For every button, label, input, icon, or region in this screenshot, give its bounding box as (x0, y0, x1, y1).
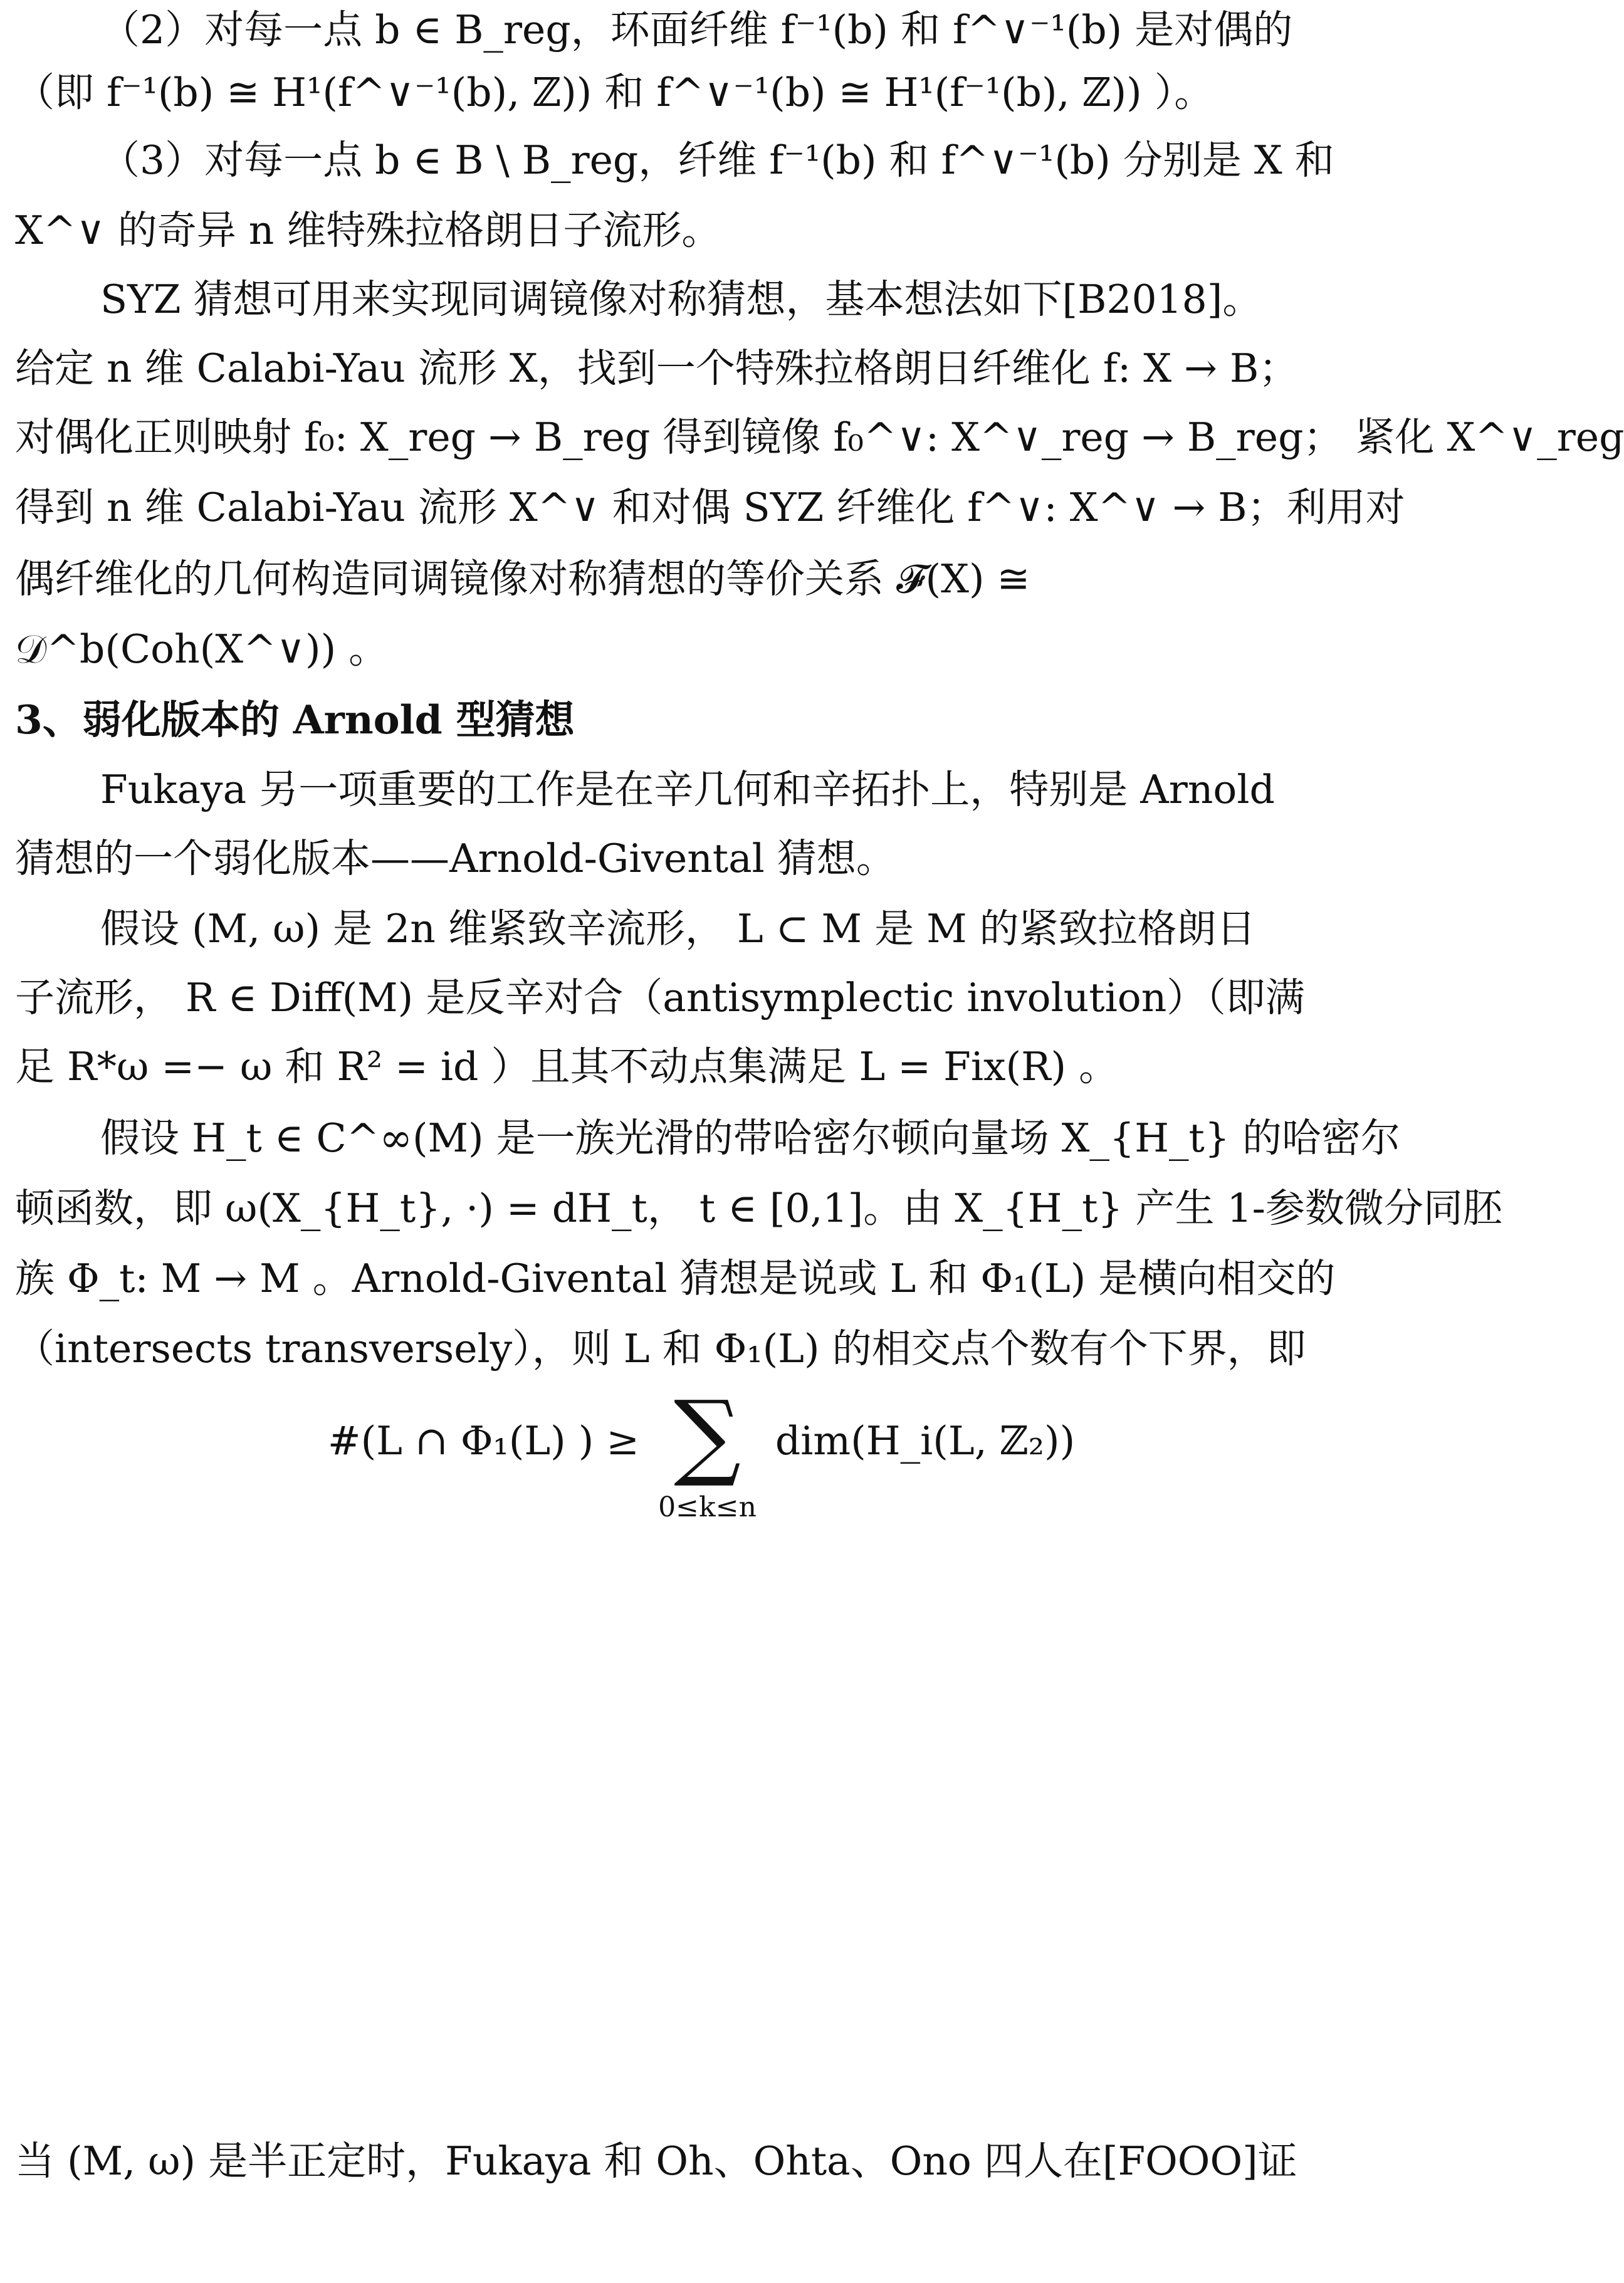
summation (658, 1379, 757, 1523)
text-line-6: 给定 n 维 Calabi-Yau 流形 X，找到一个特殊拉格朗日纤维化 f: X → B； (15, 345, 1299, 391)
summation-symbol: ∑ (673, 1381, 741, 1490)
text-line-13: 猜想的一个弱化版本——Arnold-Givental 猜想。 (15, 836, 896, 881)
text-line-19: 族 Φ_t: M → M 。Arnold-Givental 猜想是说或 L 和 Φ₁(L) 是横向相交的 (15, 1256, 1336, 1301)
equation-rhs: dim(H_i(L, ℤ₂)) (775, 1418, 1076, 1464)
section-heading: 3、弱化版本的 Arnold 型猜想 (15, 696, 575, 743)
text-line-5: SYZ 猜想可用来实现同调镜像对称猜想，基本想法如下[B2018]。 (100, 276, 1262, 322)
text-line-9: 偶纤维化的几何构造同调镜像对称猜想的等价关系 𝓕(X) ≅ (15, 556, 1030, 602)
text-line-last: 当 (M, ω) 是半正定时，Fukaya 和 Oh、Ohta、Ono 四人在[FOOO]证 (15, 2138, 1297, 2184)
text-line-8: 得到 n 维 Calabi-Yau 流形 X^∨ 和对偶 SYZ 纤维化 f^∨: X^∨ → B；利用对 (15, 485, 1405, 530)
text-line-4: X^∨ 的奇异 n 维特殊拉格朗日子流形。 (15, 207, 721, 253)
text-line-14: 假设 (M, ω) 是 2n 维紧致辛流形， L ⊂ M 是 M 的紧致拉格朗日 (100, 906, 1256, 952)
text-line-16: 足 R*ω =− ω 和 R² = id ）且其不动点集满足 L = Fix(R) 。 (15, 1044, 1119, 1089)
text-line-18: 顿函数，即 ω(X_{H_t}, ·) = dH_t， t ∈ [0,1]。由 X_{H_t} 产生 1-参数微分同胚 (15, 1185, 1502, 1231)
text-line-1: （2）对每一点 b ∈ B_reg，环面纤维 f⁻¹(b) 和 f^∨⁻¹(b) 是对偶的 (100, 7, 1293, 53)
summation-range: 0≤k≤n (658, 1491, 757, 1523)
text-line-7: 对偶化正则映射 f₀: X_reg → B_reg 得到镜像 f₀^∨: X^∨_reg → B_reg； 紧化 X^∨_reg (15, 414, 1624, 460)
text-line-2: （即 f⁻¹(b) ≅ H¹(f^∨⁻¹(b), ℤ)) 和 f^∨⁻¹(b) ≅ H¹(f⁻¹(b), ℤ)) ）。 (15, 70, 1214, 115)
text-line-20: （intersects transversely），则 L 和 Φ₁(L) 的相交点个数有个下界，即 (15, 1326, 1306, 1372)
text-line-17: 假设 H_t ∈ C^∞(M) 是一族光滑的带哈密尔顿向量场 X_{H_t} 的哈密尔 (100, 1115, 1400, 1161)
text-line-12: Fukaya 另一项重要的工作是在辛几何和辛拓扑上，特别是 Arnold (100, 767, 1275, 812)
display-equation (0, 1379, 1403, 1548)
text-line-10: 𝒟^b(Coh(X^∨)) 。 (15, 626, 389, 672)
text-line-15: 子流形， R ∈ Diff(M) 是反辛对合（antisymplectic involution）（即满 (15, 975, 1305, 1021)
equation-lhs: #(L ∩ Φ₁(L) ) ≥ (327, 1418, 640, 1464)
text-line-3: （3）对每一点 b ∈ B \ B_reg，纤维 f⁻¹(b) 和 f^∨⁻¹(b) 分别是 X 和 (100, 137, 1334, 183)
